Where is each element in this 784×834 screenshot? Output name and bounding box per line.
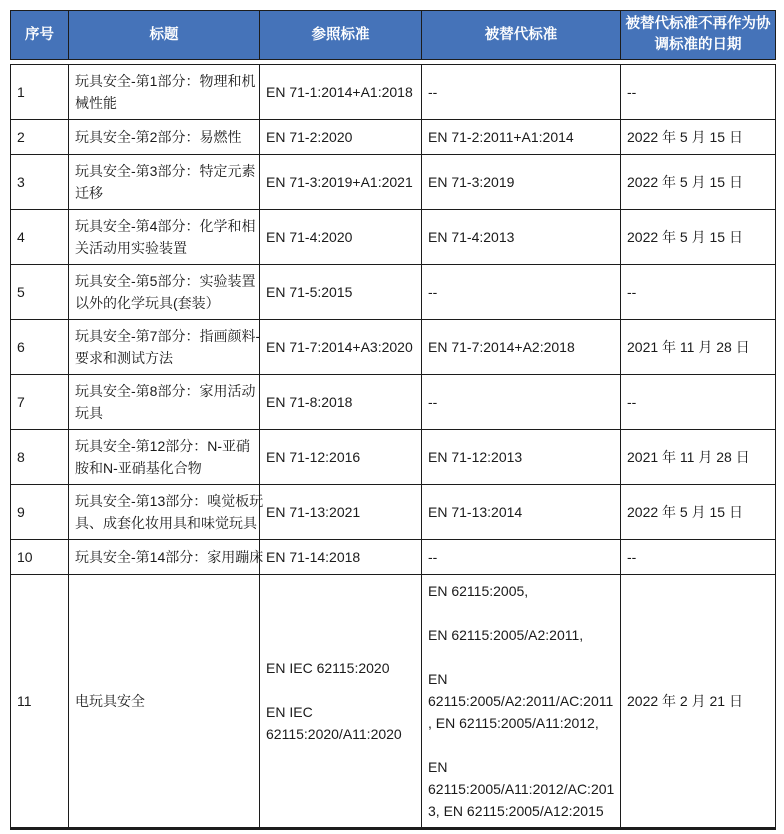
cell-line: 玩具安全-第12部分：N-亚硝 (75, 438, 251, 454)
cell-no: 3 (11, 155, 69, 210)
standards-table-body (10, 64, 776, 830)
cell-line: 62115:2020/A11:2020 (266, 726, 402, 742)
cell-line: 械性能 (75, 95, 117, 111)
cell-no: 11 (11, 575, 69, 829)
cell-no: 4 (11, 210, 69, 265)
standards-table-header (10, 10, 776, 60)
cell-no: 2 (11, 120, 69, 155)
cell-line: 被替代标准 (484, 26, 558, 43)
cell-replaced: EN 71-13:2014 (422, 485, 621, 540)
cell-no: 5 (11, 265, 69, 320)
cell-no: 7 (11, 375, 69, 430)
cell-line: EN IEC 62115:2020 (266, 660, 390, 676)
cell-replaced: EN 71-4:2013 (422, 210, 621, 265)
header-row (11, 11, 776, 60)
cell-title (69, 120, 260, 155)
cell-ref: EN 71-5:2015 (260, 265, 422, 320)
cell-ref: EN 71-1:2014+A1:2018 (260, 65, 422, 120)
cell-ref: EN 71-7:2014+A3:2020 (260, 320, 422, 375)
cell-ref (260, 575, 422, 829)
cell-line: 玩具安全-第1部分：物理和机 (75, 73, 256, 89)
table-row (11, 575, 776, 829)
table-row (11, 120, 776, 155)
cell-line: 序号 (25, 26, 54, 43)
cell-line: 以外的化学玩具(套装） (75, 295, 220, 311)
cell-replaced: -- (422, 265, 621, 320)
cell-date: 2022 年 5 月 15 日 (621, 155, 776, 210)
table-row (11, 265, 776, 320)
cell-no: 6 (11, 320, 69, 375)
cell-line: 参照标准 (311, 26, 370, 43)
cell-line (428, 602, 614, 624)
header-cell-ref (260, 11, 422, 60)
cell-line: EN (428, 759, 448, 775)
cell-line: 玩具安全-第8部分：家用活动 (75, 383, 256, 399)
cell-line: EN (428, 671, 448, 687)
cell-line: 要求和测试方法 (75, 350, 173, 366)
cell-line: 62115:2005/A11:2012/AC:201 (428, 781, 615, 797)
cell-date: 2022 年 5 月 15 日 (621, 210, 776, 265)
table-row (11, 375, 776, 430)
header-cell-title (69, 11, 260, 60)
cell-title (69, 540, 264, 575)
cell-no: 10 (11, 540, 69, 575)
cell-date: 2022 年 5 月 15 日 (621, 120, 776, 155)
cell-title (69, 65, 260, 120)
cell-replaced: -- (422, 540, 621, 575)
cell-no: 1 (11, 65, 69, 120)
cell-replaced: -- (422, 65, 621, 120)
cell-line (428, 646, 614, 668)
cell-line: 玩具安全-第14部分：家用蹦床 (75, 549, 264, 565)
cell-title (69, 375, 260, 430)
cell-title (69, 575, 260, 829)
cell-ref: EN 71-3:2019+A1:2021 (260, 155, 422, 210)
cell-line: EN 62115:2005, (428, 583, 529, 599)
cell-line: 标题 (149, 26, 179, 43)
cell-title (69, 265, 260, 320)
cell-line: 玩具安全-第7部分：指画颜料- (75, 328, 261, 344)
cell-line: 电玩具安全 (75, 693, 145, 709)
table-row (11, 210, 776, 265)
cell-line: , EN 62115:2005/A11:2012, (428, 715, 599, 731)
cell-line: 玩具安全-第3部分：特定元素 (75, 163, 256, 179)
cell-date: -- (621, 265, 776, 320)
cell-ref: EN 71-14:2018 (260, 540, 422, 575)
cell-line: EN 62115:2005/A2:2011, (428, 627, 584, 643)
cell-replaced (422, 575, 621, 829)
header-cell-replaced (422, 11, 621, 60)
cell-date: 2021 年 11 月 28 日 (621, 430, 776, 485)
cell-no: 9 (11, 485, 69, 540)
cell-title (69, 155, 260, 210)
cell-replaced: -- (422, 375, 621, 430)
cell-title (69, 430, 260, 485)
cell-replaced: EN 71-3:2019 (422, 155, 621, 210)
cell-ref: EN 71-8:2018 (260, 375, 422, 430)
table-row (11, 155, 776, 210)
cell-ref: EN 71-2:2020 (260, 120, 422, 155)
cell-line: 3, EN 62115:2005/A12:2015 (428, 803, 604, 819)
cell-line: 玩具安全-第5部分：实验装置 (75, 273, 256, 289)
cell-ref: EN 71-13:2021 (260, 485, 422, 540)
cell-date: 2022 年 2 月 21 日 (621, 575, 776, 829)
table-body (11, 65, 776, 829)
cell-line: 62115:2005/A2:2011/AC:2011 (428, 693, 614, 709)
table-row (11, 540, 776, 575)
header-cell-date (621, 11, 776, 60)
cell-date: 2021 年 11 月 28 日 (621, 320, 776, 375)
cell-line: 关活动用实验装置 (75, 240, 187, 256)
cell-replaced: EN 71-7:2014+A2:2018 (422, 320, 621, 375)
cell-line: EN IEC (266, 704, 313, 720)
header-cell-no (11, 11, 69, 60)
cell-date: 2022 年 5 月 15 日 (621, 485, 776, 540)
cell-replaced: EN 71-2:2011+A1:2014 (422, 120, 621, 155)
cell-line: 玩具安全-第4部分：化学和相 (75, 218, 256, 234)
cell-line: 玩具安全-第13部分：嗅觉板玩 (75, 493, 264, 509)
table-row (11, 320, 776, 375)
cell-title (69, 485, 264, 540)
cell-line: 被替代标准不再作为协 (625, 16, 771, 32)
table-row (11, 65, 776, 120)
cell-line: 具、成套化妆用具和味觉玩具 (75, 515, 257, 531)
cell-replaced: EN 71-12:2013 (422, 430, 621, 485)
cell-line: 迁移 (75, 185, 103, 201)
cell-line: 调标准的日期 (654, 37, 742, 53)
cell-line: 胺和N-亚硝基化合物 (75, 460, 202, 476)
table-row (11, 430, 776, 485)
cell-date: -- (621, 375, 776, 430)
cell-no: 8 (11, 430, 69, 485)
cell-title (69, 210, 260, 265)
cell-line: 玩具 (75, 405, 103, 421)
cell-line (266, 679, 415, 701)
cell-line: 玩具安全-第2部分：易燃性 (75, 129, 242, 145)
cell-date: -- (621, 65, 776, 120)
cell-ref: EN 71-4:2020 (260, 210, 422, 265)
table-row (11, 485, 776, 540)
cell-line (428, 734, 614, 756)
cell-date: -- (621, 540, 776, 575)
cell-title (69, 320, 260, 375)
cell-ref: EN 71-12:2016 (260, 430, 422, 485)
